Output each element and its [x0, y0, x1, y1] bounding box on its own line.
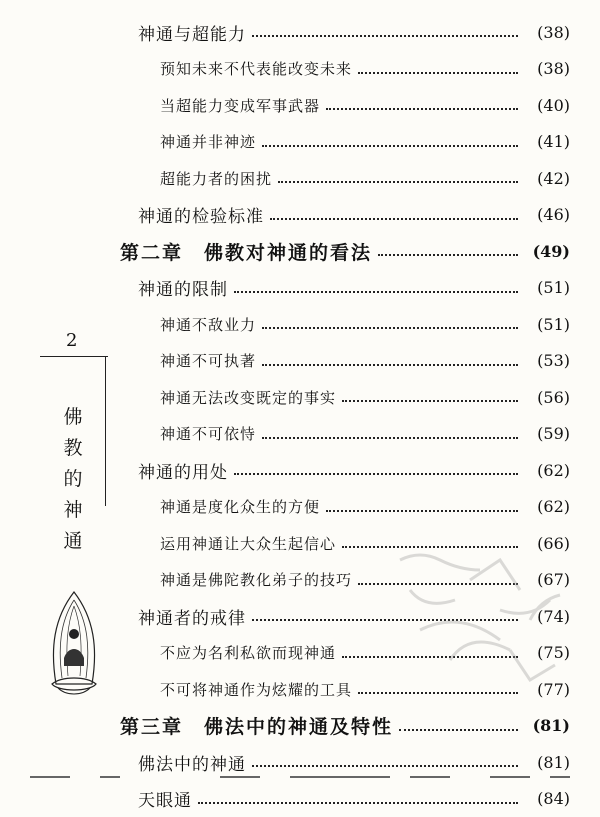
toc-entry-title: 神通的限制 — [138, 275, 228, 300]
lotus-buddha-icon — [42, 588, 106, 698]
toc-entry-title: 运用神通让大众生起信心 — [160, 533, 336, 554]
watermark-stamp — [380, 520, 580, 720]
toc-chapter-row[interactable] — [100, 233, 570, 270]
dot-leader — [326, 108, 518, 110]
dot-leader — [252, 765, 518, 767]
toc-entry-page: (62) — [524, 497, 570, 516]
toc-entry-title: 当超能力变成军事武器 — [160, 95, 320, 116]
toc-entry-page: (51) — [524, 315, 570, 334]
dot-leader — [252, 35, 518, 37]
toc-entry-page: (38) — [524, 59, 570, 78]
dot-leader — [262, 364, 518, 366]
dot-leader — [234, 291, 518, 293]
dot-leader — [262, 145, 518, 147]
toc-entry-title: 佛法中的神通 — [138, 750, 246, 775]
toc-entry-title: 第三章 佛法中的神通及特性 — [120, 712, 393, 739]
toc-entry-page: (42) — [524, 169, 570, 188]
toc-entry-page: (49) — [524, 242, 570, 261]
toc-entry-title: 天眼通 — [138, 786, 192, 811]
toc-entry-title: 神通不敌业力 — [160, 314, 256, 335]
toc-entry-title: 神通无法改变既定的事实 — [160, 387, 336, 408]
toc-section-row[interactable] — [100, 270, 570, 307]
toc-entry-title: 神通的用处 — [138, 458, 228, 483]
toc-entry-title: 不应为名利私欲而现神通 — [160, 642, 336, 663]
toc-entry-title: 不可将神通作为炫耀的工具 — [160, 679, 352, 700]
book-title-char: 的 — [58, 464, 88, 495]
dot-leader — [399, 729, 518, 731]
toc-entry-page: (84) — [524, 789, 570, 808]
dot-leader — [262, 327, 518, 329]
dot-leader — [326, 510, 518, 512]
toc-entry-title: 神通的检验标准 — [138, 202, 264, 227]
toc-entry-page: (53) — [524, 351, 570, 370]
toc-entry-page: (81) — [524, 753, 570, 772]
book-title-char: 教 — [58, 433, 88, 464]
book-title-vertical — [58, 402, 88, 557]
toc-entry-page: (67) — [524, 570, 570, 589]
toc-subsection-row[interactable] — [100, 343, 570, 380]
toc-subsection-row[interactable] — [100, 51, 570, 88]
toc-entry-page: (40) — [524, 96, 570, 115]
toc-entry-title: 神通并非神迹 — [160, 131, 256, 152]
toc-entry-title: 神通是度化众生的方便 — [160, 496, 320, 517]
toc-subsection-row[interactable] — [100, 87, 570, 124]
margin-rule-vertical — [105, 356, 106, 506]
toc-entry-page: (74) — [524, 607, 570, 626]
toc-subsection-row[interactable] — [100, 124, 570, 161]
dot-leader — [342, 400, 518, 402]
toc-entry-page: (77) — [524, 680, 570, 699]
toc-entry-page: (75) — [524, 643, 570, 662]
toc-entry-page: (46) — [524, 205, 570, 224]
toc-entry-title: 神通不可执著 — [160, 350, 256, 371]
page-number: 2 — [66, 330, 77, 351]
dot-leader — [198, 802, 518, 804]
toc-entry-title: 神通与超能力 — [138, 20, 246, 45]
toc-entry-title: 第二章 佛教对神通的看法 — [120, 238, 372, 265]
dot-leader — [358, 72, 518, 74]
book-title-char: 神 — [58, 495, 88, 526]
toc-entry-page: (56) — [524, 388, 570, 407]
toc-entry-page: (81) — [524, 716, 570, 735]
toc-subsection-row[interactable] — [100, 160, 570, 197]
toc-entry-page: (51) — [524, 278, 570, 297]
scan-artifact — [30, 772, 570, 782]
toc-entry-page: (66) — [524, 534, 570, 553]
dot-leader — [270, 218, 518, 220]
toc-subsection-row[interactable] — [100, 379, 570, 416]
toc-section-row[interactable] — [100, 197, 570, 234]
toc-subsection-row[interactable] — [100, 306, 570, 343]
toc-entry-title: 神通是佛陀教化弟子的技巧 — [160, 569, 352, 590]
toc-section-row[interactable] — [100, 452, 570, 489]
dot-leader — [278, 181, 518, 183]
book-title-char: 通 — [58, 526, 88, 557]
book-title-char: 佛 — [58, 402, 88, 433]
toc-entry-title: 神通不可依恃 — [160, 423, 256, 444]
toc-section-row[interactable] — [100, 781, 570, 817]
toc-entry-title: 超能力者的困扰 — [160, 168, 272, 189]
toc-entry-page: (62) — [524, 461, 570, 480]
toc-entry-page: (41) — [524, 132, 570, 151]
dot-leader — [378, 254, 518, 256]
toc-subsection-row[interactable] — [100, 416, 570, 453]
toc-entry-page: (59) — [524, 424, 570, 443]
toc-entry-title: 预知未来不代表能改变未来 — [160, 58, 352, 79]
margin-rule-horizontal — [40, 356, 108, 357]
toc-entry-page: (38) — [524, 23, 570, 42]
toc-section-row[interactable] — [100, 14, 570, 51]
toc-entry-title: 神通者的戒律 — [138, 604, 246, 629]
dot-leader — [262, 437, 518, 439]
dot-leader — [234, 473, 518, 475]
